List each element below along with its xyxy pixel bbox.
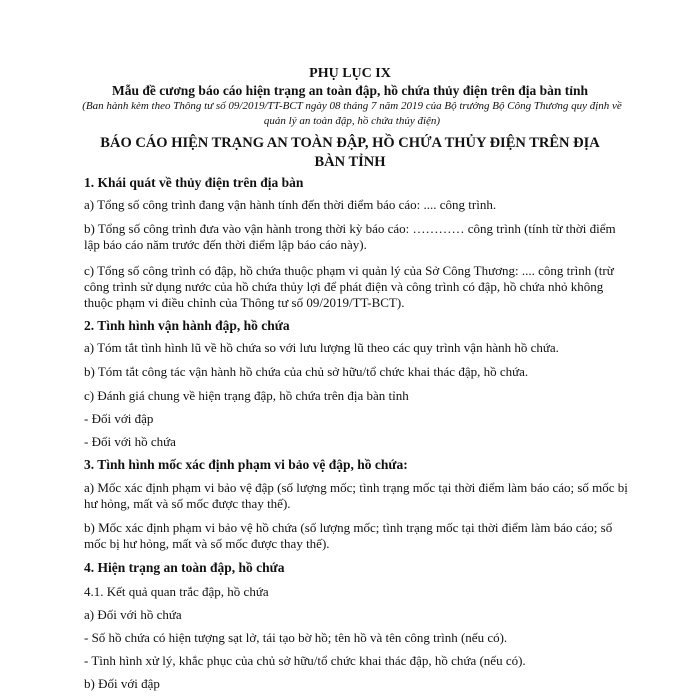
section-4-subheading: 4.1. Kết quả quan trắc đập, hồ chứa (84, 584, 269, 599)
section-4-item-a2: - Tình hình xử lý, khắc phục của chủ sở hữu/tổ chức khai thác đập, hồ chứa (nếu có). (84, 653, 526, 668)
section-4-item-b: b) Đối với đập (84, 676, 160, 691)
section-2-item-c: c) Đánh giá chung về hiện trạng đập, hồ chứa trên địa bàn tỉnh (84, 388, 409, 403)
issuance-note: (Ban hành kèm theo Thông tư số 09/2019/TT-BCT ngày 08 tháng 7 năm 2019 của Bộ trưởng Bộ Công Thương quy định về quản lý an toàn đập, hồ chứa thủy điện) (82, 100, 622, 127)
section-1-item-a: a) Tổng số công trình đang vận hành tính đến thời điểm báo cáo: .... công trình. (84, 197, 497, 212)
section-2-item-b: b) Tóm tắt công tác vận hành hồ chứa của chủ sở hữu/tổ chức khai thác đập, hồ chứa. (84, 364, 529, 379)
section-2-heading: 2. Tình hình vận hành đập, hồ chứa (84, 318, 290, 333)
section-4-heading: 4. Hiện trạng an toàn đập, hồ chứa (84, 560, 285, 575)
section-4-item-a1: - Số hồ chứa có hiện tượng sạt lở, tái tạo bờ hồ; tên hồ và tên công trình (nếu có). (84, 630, 508, 645)
section-2-dam-item: - Đối với đập (84, 411, 154, 426)
template-subtitle: Mẫu đề cương báo cáo hiện trạng an toàn đập, hồ chứa thủy điện trên địa bàn tỉnh (111, 83, 588, 98)
section-2-item-a: a) Tóm tắt tình hình lũ về hồ chứa so với lưu lượng lũ theo các quy trình vận hành hồ chứa. (84, 340, 559, 355)
appendix-heading: PHỤ LỤC IX (309, 66, 391, 81)
section-1-heading: 1. Khái quát về thủy điện trên địa bàn (84, 175, 304, 190)
section-1-item-c: c) Tổng số công trình có đập, hồ chứa thuộc phạm vi quản lý của Sở Công Thương: .... công trình (trừ công trình sử dụng nước của hồ chứa thủy lợi để phát điện và công trình có đập, hồ chứa nhỏ không thuộc phạm vi điều chỉnh của Thông tư số 09/2019/TT-BCT). (84, 263, 614, 310)
section-3-heading: 3. Tình hình mốc xác định phạm vi bảo vệ đập, hồ chứa: (84, 457, 408, 472)
report-title: BÁO CÁO HIỆN TRẠNG AN TOÀN ĐẬP, HỒ CHỨA THỦY ĐIỆN TRÊN ĐỊA BÀN TỈNH (100, 135, 600, 170)
section-3-item-b: b) Mốc xác định phạm vi bảo vệ hồ chứa (số lượng mốc; tình trạng mốc tại thời điểm làm báo cáo; số mốc bị hư hỏng, mất và số mốc được thay thế). (84, 520, 613, 551)
section-2-reservoir-item: - Đối với hồ chứa (84, 434, 176, 449)
section-4-item-a: a) Đối với hồ chứa (84, 607, 182, 622)
section-3-item-a: a) Mốc xác định phạm vi bảo vệ đập (số lượng mốc; tình trạng mốc tại thời điểm làm báo cáo; số mốc bị hư hỏng, mất và số mốc được thay thế). (84, 480, 628, 511)
section-1-item-b: b) Tổng số công trình đưa vào vận hành trong thời kỳ báo cáo: ………… công trình (tính từ thời điểm lập báo cáo năm trước đến thời điểm lập báo cáo này). (84, 221, 616, 252)
